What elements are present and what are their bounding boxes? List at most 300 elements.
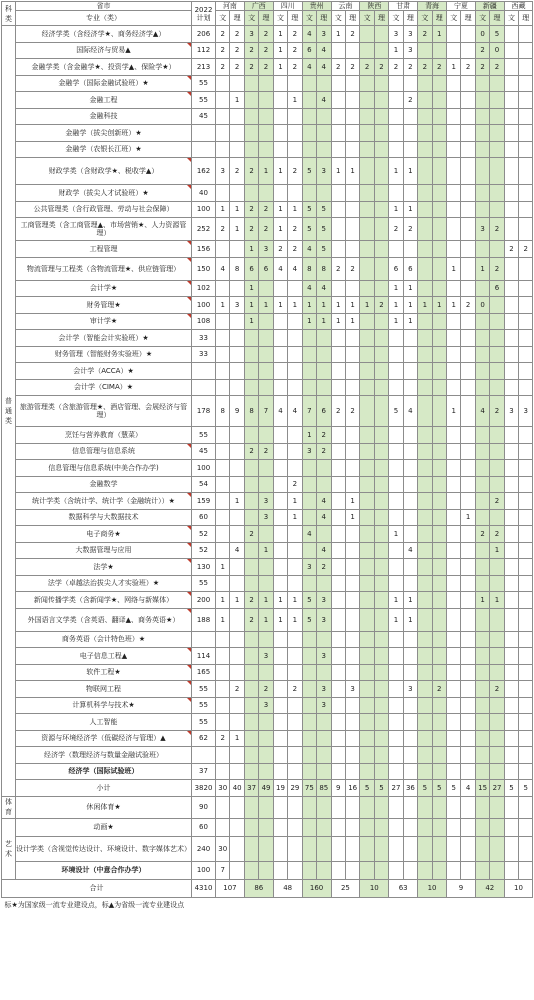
quota-cell [475,379,489,396]
quota-cell [360,280,374,297]
quota-cell [331,427,345,444]
quota-cell: 3 [259,493,273,510]
major-name: 新闻传播学类（含新闻学★、网络与新媒体） [16,592,192,609]
quota-cell [461,396,475,427]
quota-cell [374,396,388,427]
quota-cell: 2 [244,158,258,185]
quota-cell [389,836,403,861]
quota-cell: 2 [230,158,244,185]
major-name: 大数据管理与应用 [16,542,192,559]
quota-cell [475,559,489,576]
quota-cell [302,185,316,202]
quota-cell [432,818,446,836]
quota-cell [519,648,533,665]
quota-cell [317,861,331,879]
quota-cell [403,75,417,92]
quota-cell [447,241,461,258]
quota-cell [374,493,388,510]
quota-cell [302,108,316,125]
quota-cell [374,141,388,158]
quota-cell: 2 [490,257,504,280]
quota-cell [432,201,446,218]
quota-cell [360,664,374,681]
quota-cell: 2 [331,59,345,76]
quota-cell [374,443,388,460]
quota-cell [360,542,374,559]
quota-cell: 1 [259,158,273,185]
quota-cell [447,75,461,92]
quota-cell: 4 [403,396,417,427]
quota-cell [302,631,316,648]
quota-cell [273,427,287,444]
quota-cell [403,379,417,396]
table-row [2,141,533,158]
quota-cell [288,313,302,330]
quota-cell [345,108,359,125]
quota-cell [490,714,504,731]
quota-cell: 1 [403,608,417,631]
quota-cell [317,125,331,142]
quota-cell: 2 [374,59,388,76]
quota-cell [230,241,244,258]
quota-cell: 2 [288,681,302,698]
quota-cell [490,108,504,125]
quota-cell [475,141,489,158]
quota-cell: 4 [317,92,331,109]
quota-cell: 2 [389,218,403,241]
quota-cell [288,330,302,347]
quota-cell [345,818,359,836]
quota-cell [230,526,244,543]
quota-cell [273,697,287,714]
table-row [2,59,533,76]
quota-cell [345,141,359,158]
quota-cell [331,460,345,477]
quota-cell: 1 [345,158,359,185]
quota-cell [317,185,331,202]
quota-cell [273,346,287,363]
quota-cell [374,108,388,125]
quota-cell [475,443,489,460]
quota-cell [273,460,287,477]
quota-cell [461,257,475,280]
quota-cell [418,730,432,747]
table-row [2,730,533,747]
quota-cell [403,730,417,747]
quota-cell: 2 [461,59,475,76]
quota-cell [490,476,504,493]
quota-cell [461,664,475,681]
quota-cell [216,796,230,818]
quota-cell: 3 [317,26,331,43]
quota-cell [360,631,374,648]
quota-cell [504,730,518,747]
quota-cell [259,379,273,396]
quota-cell: 2 [230,42,244,59]
plan-count: 100 [192,297,216,314]
table-row [2,280,533,297]
quota-cell [360,313,374,330]
quota-cell [389,92,403,109]
quota-cell [331,379,345,396]
quota-cell: 5 [302,158,316,185]
quota-cell [389,476,403,493]
quota-cell [244,714,258,731]
quota-cell [447,608,461,631]
quota-cell [374,280,388,297]
quota-cell [432,313,446,330]
quota-cell: 1 [447,396,461,427]
quota-cell [244,141,258,158]
quota-cell [447,763,461,780]
quota-cell: 2 [389,59,403,76]
quota-cell [345,747,359,764]
quota-cell [244,108,258,125]
footnote: 标★为国家级一流专业建设点，标▲为省级一流专业建设点 [4,900,185,909]
quota-cell [403,559,417,576]
quota-cell [389,818,403,836]
quota-cell [216,818,230,836]
quota-cell [447,42,461,59]
quota-cell [317,730,331,747]
quota-cell [288,108,302,125]
quota-cell: 1 [403,158,417,185]
quota-cell: 2 [475,59,489,76]
quota-cell [317,75,331,92]
quota-cell [389,427,403,444]
quota-cell: 1 [345,493,359,510]
plan-count: 240 [192,836,216,861]
quota-cell [490,575,504,592]
category-cell: 体育 [2,796,16,818]
table-row [2,297,533,314]
quota-cell: 3 [259,697,273,714]
quota-cell [504,818,518,836]
quota-cell [461,697,475,714]
quota-cell [216,575,230,592]
quota-cell: 0 [475,297,489,314]
quota-cell [490,313,504,330]
major-name: 计算机科学与技术★ [16,697,192,714]
quota-cell [259,763,273,780]
quota-cell [302,460,316,477]
quota-cell [360,730,374,747]
quota-cell: 1 [216,592,230,609]
quota-cell: 1 [216,608,230,631]
province-name: 四川 [273,2,302,11]
quota-cell: 1 [389,592,403,609]
quota-cell [475,509,489,526]
quota-cell [216,664,230,681]
quota-cell [259,108,273,125]
quota-cell [490,241,504,258]
quota-cell: 2 [259,443,273,460]
quota-cell [374,313,388,330]
quota-cell [216,443,230,460]
subject-li: 理 [317,11,331,26]
major-name: 统计学类（含统计学、统计学（金融统计））★ [16,493,192,510]
quota-cell: 2 [259,42,273,59]
quota-cell: 8 [244,396,258,427]
quota-cell [302,75,316,92]
quota-cell: 3 [519,396,533,427]
quota-cell [475,697,489,714]
quota-cell [331,575,345,592]
table-row [2,796,533,818]
quota-cell: 3 [230,297,244,314]
quota-cell [317,763,331,780]
quota-cell [490,861,504,879]
quota-cell [374,460,388,477]
plan-count: 52 [192,542,216,559]
quota-cell: 1 [389,280,403,297]
quota-cell [230,427,244,444]
quota-cell [302,575,316,592]
quota-cell [432,92,446,109]
quota-cell [475,92,489,109]
quota-cell [331,92,345,109]
quota-cell: 2 [244,526,258,543]
quota-cell [360,346,374,363]
quota-cell [504,92,518,109]
quota-cell [432,125,446,142]
quota-cell: 2 [288,59,302,76]
quota-cell [490,664,504,681]
major-name: 烹饪与营养教育（慧菜） [16,427,192,444]
quota-cell [244,763,258,780]
plan-count: 55 [192,575,216,592]
plan-count [192,141,216,158]
table-row [2,697,533,714]
table-row [2,42,533,59]
quota-cell: 2 [259,201,273,218]
quota-cell [244,185,258,202]
quota-cell [490,818,504,836]
quota-cell: 1 [389,526,403,543]
quota-cell: 15 [475,780,489,797]
quota-cell [447,346,461,363]
major-name: 旅游管理类（含旅游管理★、酒店管理、会展经济与管理） [16,396,192,427]
quota-cell [475,747,489,764]
quota-cell: 1 [230,92,244,109]
plan-count: 54 [192,476,216,493]
quota-cell [519,730,533,747]
subject-li: 理 [461,11,475,26]
quota-cell [490,796,504,818]
quota-cell [432,330,446,347]
quota-cell [519,42,533,59]
quota-cell [519,493,533,510]
major-name: 经济学（数理经济与数量金融试验班） [16,747,192,764]
quota-cell [461,542,475,559]
quota-cell: 40 [230,780,244,797]
quota-cell [374,75,388,92]
quota-cell [432,241,446,258]
quota-cell: 1 [288,608,302,631]
subject-wen: 文 [273,11,287,26]
plan-count: 3820 [192,780,216,797]
quota-cell [504,697,518,714]
quota-cell [216,460,230,477]
quota-cell: 19 [273,780,287,797]
quota-cell: 2 [432,59,446,76]
quota-cell [418,476,432,493]
quota-cell [331,648,345,665]
quota-cell: 1 [461,509,475,526]
quota-cell: 1 [331,158,345,185]
quota-cell: 1 [331,313,345,330]
quota-cell [461,379,475,396]
subject-wen: 文 [244,11,258,26]
quota-cell: 3 [317,681,331,698]
quota-cell [360,241,374,258]
table-row [2,443,533,460]
quota-cell [244,747,258,764]
quota-cell: 2 [288,158,302,185]
quota-cell [504,575,518,592]
quota-cell [230,330,244,347]
quota-cell [504,747,518,764]
major-name: 设计学类（含视觉传达设计、环境设计、数字媒体艺术） [16,836,192,861]
quota-cell [273,861,287,879]
quota-cell: 1 [230,201,244,218]
quota-cell [374,42,388,59]
quota-cell [302,747,316,764]
quota-cell [360,92,374,109]
subject-li: 理 [259,11,273,26]
quota-cell: 4 [317,280,331,297]
quota-cell: 3 [317,608,331,631]
quota-cell [345,559,359,576]
quota-cell [374,836,388,861]
quota-cell [230,346,244,363]
major-name: 会计学★ [16,280,192,297]
quota-cell: 2 [230,26,244,43]
plan-count: 213 [192,59,216,76]
quota-cell [259,363,273,380]
quota-cell: 3 [259,509,273,526]
quota-cell [389,648,403,665]
quota-cell [418,141,432,158]
quota-cell: 1 [244,313,258,330]
plan-count: 37 [192,763,216,780]
quota-cell [345,730,359,747]
quota-cell [259,796,273,818]
quota-cell [317,714,331,731]
quota-cell [447,443,461,460]
quota-cell [345,861,359,879]
quota-cell [519,697,533,714]
quota-cell [374,379,388,396]
quota-cell: 2 [288,42,302,59]
quota-cell [418,631,432,648]
quota-cell [259,141,273,158]
quota-cell [273,747,287,764]
quota-cell [418,363,432,380]
quota-cell [432,280,446,297]
quota-cell [418,763,432,780]
plan-count [192,631,216,648]
quota-cell [447,460,461,477]
quota-cell: 3 [317,648,331,665]
quota-cell [244,681,258,698]
quota-cell: 2 [475,526,489,543]
plan-count: 102 [192,280,216,297]
quota-cell [273,836,287,861]
quota-cell [230,575,244,592]
quota-cell [403,836,417,861]
quota-cell [461,427,475,444]
quota-cell [490,443,504,460]
subtotal-row [2,780,533,797]
quota-cell [331,185,345,202]
quota-cell: 3 [389,26,403,43]
quota-cell: 3 [403,681,417,698]
quota-cell [302,818,316,836]
quota-cell [432,861,446,879]
quota-cell: 37 [244,780,258,797]
major-name: 电子信息工程▲ [16,648,192,665]
quota-cell [432,141,446,158]
quota-cell [360,681,374,698]
quota-cell [432,443,446,460]
quota-cell [374,526,388,543]
quota-cell [461,592,475,609]
plan-count: 55 [192,681,216,698]
quota-cell [374,201,388,218]
quota-cell: 2 [345,396,359,427]
quota-cell [432,714,446,731]
quota-cell: 2 [216,59,230,76]
quota-cell: 1 [288,92,302,109]
quota-cell [230,509,244,526]
quota-cell [331,608,345,631]
quota-cell [288,575,302,592]
quota-cell [461,92,475,109]
quota-cell [288,730,302,747]
quota-cell: 3 [504,396,518,427]
subject-li: 理 [288,11,302,26]
quota-cell [475,493,489,510]
quota-cell [490,75,504,92]
quota-cell [432,218,446,241]
quota-cell [360,257,374,280]
quota-cell [389,575,403,592]
subject-li: 理 [403,11,417,26]
quota-cell [403,241,417,258]
quota-cell [331,241,345,258]
quota-cell [259,313,273,330]
quota-cell [288,542,302,559]
subject-wen: 文 [216,11,230,26]
quota-cell [504,185,518,202]
quota-cell [418,648,432,665]
quota-cell [519,763,533,780]
quota-cell [475,818,489,836]
quota-cell: 1 [389,608,403,631]
quota-cell [230,714,244,731]
quota-cell: 1 [389,42,403,59]
quota-cell: 1 [288,201,302,218]
quota-cell [519,592,533,609]
quota-cell [475,158,489,185]
quota-cell [418,75,432,92]
quota-cell [490,631,504,648]
quota-cell [432,747,446,764]
quota-cell: 1 [360,297,374,314]
quota-cell [317,141,331,158]
quota-cell: 3 [345,681,359,698]
